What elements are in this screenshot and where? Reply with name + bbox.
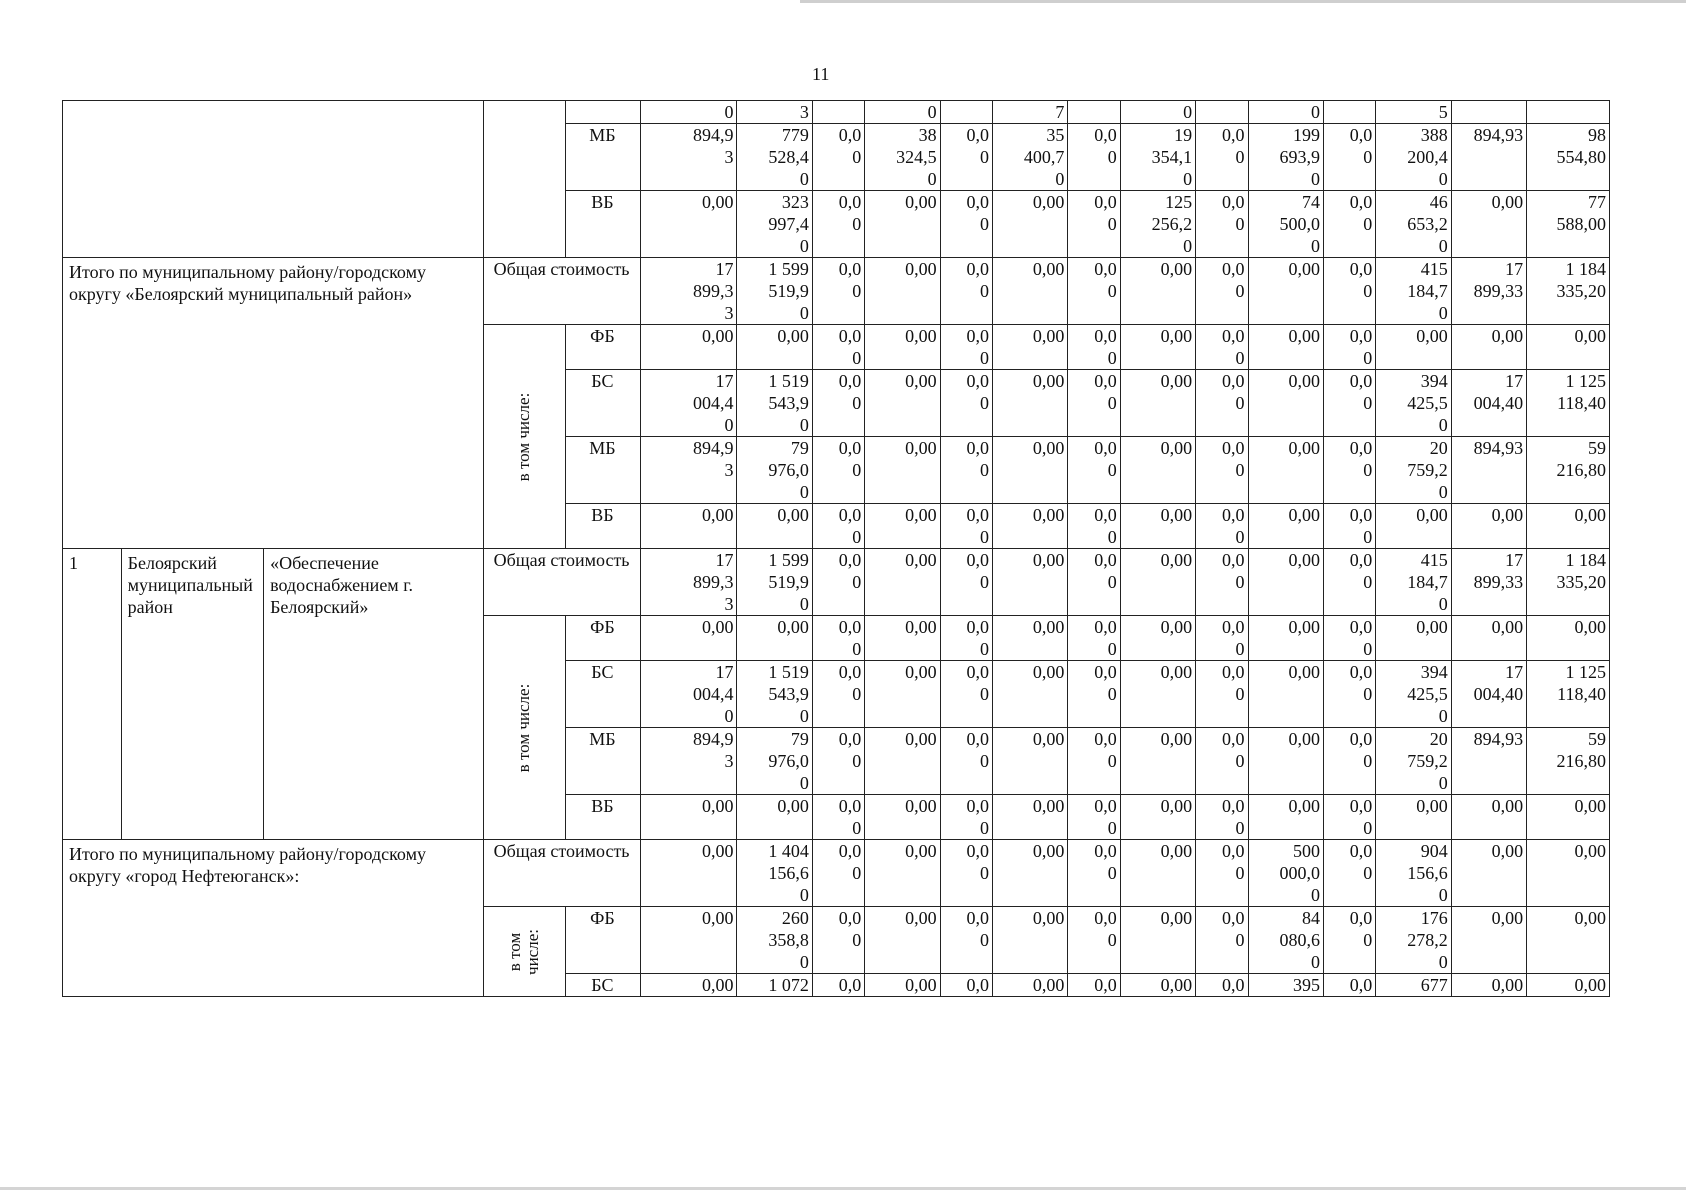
value-cell: 0,0 0 — [1068, 907, 1120, 974]
value-cell: 0,00 — [1451, 795, 1526, 840]
category-cell: ВБ — [565, 795, 640, 840]
value-cell: 176 278,2 0 — [1376, 907, 1451, 974]
category-cell: ВБ — [565, 191, 640, 258]
value-cell: 0,00 — [865, 840, 940, 907]
value-cell: 0,00 — [993, 370, 1068, 437]
value-cell: 0,00 — [1376, 795, 1451, 840]
value-cell: 1 184 335,20 — [1527, 258, 1610, 325]
value-cell: 0,00 — [993, 549, 1068, 616]
value-cell: 84 080,6 0 — [1248, 907, 1323, 974]
value-cell: 35 400,7 0 — [993, 124, 1068, 191]
scan-edge-top — [800, 0, 1686, 3]
value-cell: 0,0 0 — [940, 661, 992, 728]
category-cell: Общая стоимость — [484, 549, 641, 616]
value-cell: 77 588,00 — [1527, 191, 1610, 258]
value-cell: 0,0 0 — [1068, 616, 1120, 661]
value-cell: 20 759,2 0 — [1376, 728, 1451, 795]
value-cell: 0,00 — [1376, 616, 1451, 661]
value-cell: 894,9 3 — [641, 437, 737, 504]
value-cell: 0,00 — [1248, 258, 1323, 325]
value-cell: 0,0 0 — [940, 504, 992, 549]
v-tom-chisle-label: в том числе: — [505, 928, 543, 975]
value-cell: 394 425,5 0 — [1376, 661, 1451, 728]
table-row — [63, 840, 1610, 907]
value-cell: 0,0 0 — [812, 191, 864, 258]
object-number: 1 — [63, 549, 122, 840]
value-cell: 1 184 335,20 — [1527, 549, 1610, 616]
value-cell: 0,00 — [1527, 974, 1610, 997]
value-cell: 0,0 0 — [940, 549, 992, 616]
v-tom-chisle-label: в том числе: — [514, 392, 534, 481]
value-cell: 0,00 — [1527, 907, 1610, 974]
value-cell: 0,00 — [993, 616, 1068, 661]
value-cell: 79 976,0 0 — [737, 437, 812, 504]
continued-type-cell — [484, 101, 566, 258]
value-cell: 0,00 — [641, 616, 737, 661]
value-cell: 0,00 — [1527, 504, 1610, 549]
value-cell: 0,00 — [865, 974, 940, 997]
value-cell: 0,00 — [1248, 504, 1323, 549]
value-cell: 17 004,40 — [1451, 661, 1526, 728]
value-cell: 0,0 0 — [1196, 549, 1248, 616]
value-cell: 0,0 0 — [940, 840, 992, 907]
value-cell: 0,0 0 — [1068, 728, 1120, 795]
category-cell: ФБ — [565, 907, 640, 974]
value-cell: 0,0 0 — [812, 661, 864, 728]
value-cell: 38 324,5 0 — [865, 124, 940, 191]
value-cell: 1 072 — [737, 974, 812, 997]
value-cell: 0,00 — [1376, 325, 1451, 370]
value-cell: 0,00 — [641, 840, 737, 907]
value-cell: 0,00 — [1451, 616, 1526, 661]
value-cell: 0,00 — [641, 325, 737, 370]
value-cell: 0,0 0 — [1196, 258, 1248, 325]
value-cell: 0 — [1120, 101, 1195, 124]
value-cell: 0,0 0 — [1323, 191, 1375, 258]
value-cell: 0,0 0 — [812, 370, 864, 437]
value-cell: 0,0 0 — [812, 437, 864, 504]
value-cell: 0,00 — [1527, 840, 1610, 907]
object-name: «Обеспечение водоснабжением г. Белоярский» — [264, 549, 484, 840]
value-cell — [1196, 101, 1248, 124]
value-cell: 59 216,80 — [1527, 437, 1610, 504]
value-cell: 0 — [1248, 101, 1323, 124]
value-cell: 20 759,2 0 — [1376, 437, 1451, 504]
v-tom-chisle-cell — [484, 907, 566, 997]
value-cell: 0,0 0 — [1196, 325, 1248, 370]
value-cell: 677 — [1376, 974, 1451, 997]
value-cell: 394 425,5 0 — [1376, 370, 1451, 437]
value-cell: 0,0 0 — [1068, 124, 1120, 191]
value-cell: 98 554,80 — [1527, 124, 1610, 191]
value-cell: 0,00 — [1120, 795, 1195, 840]
value-cell: 0,0 0 — [940, 616, 992, 661]
value-cell: 0,0 0 — [812, 840, 864, 907]
value-cell — [1323, 101, 1375, 124]
value-cell: 0,0 0 — [1323, 370, 1375, 437]
value-cell: 0,00 — [865, 504, 940, 549]
value-cell: 0,0 0 — [1323, 258, 1375, 325]
value-cell: 894,9 3 — [641, 124, 737, 191]
value-cell: 0,0 — [812, 974, 864, 997]
value-cell — [1451, 101, 1526, 124]
value-cell: 0,0 0 — [940, 124, 992, 191]
value-cell: 0,00 — [865, 661, 940, 728]
value-cell: 74 500,0 0 — [1248, 191, 1323, 258]
value-cell: 0,00 — [993, 258, 1068, 325]
category-cell: ФБ — [565, 616, 640, 661]
value-cell: 0,0 0 — [812, 728, 864, 795]
value-cell: 0,00 — [1451, 504, 1526, 549]
category-cell: ВБ — [565, 504, 640, 549]
value-cell: 3 — [737, 101, 812, 124]
value-cell: 0,0 0 — [940, 795, 992, 840]
category-cell: Общая стоимость — [484, 840, 641, 907]
continued-label-cell — [63, 101, 484, 258]
value-cell: 0,0 0 — [1068, 504, 1120, 549]
financing-table — [62, 100, 1610, 997]
value-cell: 0,00 — [993, 504, 1068, 549]
value-cell: 894,93 — [1451, 728, 1526, 795]
value-cell: 0,00 — [1120, 974, 1195, 997]
value-cell: 415 184,7 0 — [1376, 258, 1451, 325]
value-cell: 0,0 0 — [812, 795, 864, 840]
value-cell: 904 156,6 0 — [1376, 840, 1451, 907]
value-cell: 0,00 — [1120, 370, 1195, 437]
value-cell: 0,0 0 — [1196, 191, 1248, 258]
category-cell: ФБ — [565, 325, 640, 370]
value-cell: 0,00 — [1451, 840, 1526, 907]
value-cell: 0,00 — [1248, 325, 1323, 370]
value-cell: 0,0 0 — [1323, 549, 1375, 616]
value-cell: 0,0 0 — [812, 124, 864, 191]
v-tom-chisle-label: в том числе: — [514, 683, 534, 772]
value-cell: 0,0 0 — [1323, 728, 1375, 795]
value-cell: 0 — [865, 101, 940, 124]
value-cell: 0,00 — [1120, 437, 1195, 504]
value-cell: 0,00 — [1248, 728, 1323, 795]
value-cell: 388 200,4 0 — [1376, 124, 1451, 191]
value-cell: 199 693,9 0 — [1248, 124, 1323, 191]
value-cell: 0,0 0 — [1196, 661, 1248, 728]
value-cell: 0,00 — [865, 616, 940, 661]
value-cell: 0,00 — [865, 325, 940, 370]
value-cell: 0,0 0 — [812, 258, 864, 325]
value-cell: 0,00 — [1120, 728, 1195, 795]
value-cell: 1 125 118,40 — [1527, 661, 1610, 728]
value-cell: 0,00 — [1376, 504, 1451, 549]
value-cell: 0,0 0 — [1323, 325, 1375, 370]
category-cell: МБ — [565, 124, 640, 191]
value-cell: 0,00 — [737, 616, 812, 661]
value-cell: 0,00 — [641, 504, 737, 549]
value-cell: 0,0 0 — [1068, 437, 1120, 504]
value-cell: 0,00 — [1451, 191, 1526, 258]
value-cell: 0,0 0 — [1196, 907, 1248, 974]
value-cell: 0,0 0 — [940, 437, 992, 504]
value-cell: 0,0 0 — [1196, 728, 1248, 795]
value-cell: 0,0 — [1196, 974, 1248, 997]
value-cell: 0,00 — [1120, 504, 1195, 549]
value-cell: 0,0 0 — [940, 728, 992, 795]
value-cell: 0,0 0 — [1068, 795, 1120, 840]
value-cell: 1 125 118,40 — [1527, 370, 1610, 437]
value-cell: 0,0 — [1068, 974, 1120, 997]
value-cell: 0,0 0 — [1068, 191, 1120, 258]
value-cell: 0,00 — [737, 795, 812, 840]
object-municipality: Белоярский муниципальный район — [121, 549, 263, 840]
value-cell: 0,00 — [993, 661, 1068, 728]
value-cell: 0,0 0 — [1323, 504, 1375, 549]
value-cell: 1 599 519,9 0 — [737, 258, 812, 325]
value-cell: 0,0 0 — [1323, 840, 1375, 907]
value-cell: 0,0 0 — [812, 907, 864, 974]
value-cell: 19 354,1 0 — [1120, 124, 1195, 191]
value-cell: 0,00 — [1248, 795, 1323, 840]
value-cell: 1 404 156,6 0 — [737, 840, 812, 907]
value-cell: 0,00 — [865, 728, 940, 795]
value-cell: 125 256,2 0 — [1120, 191, 1195, 258]
value-cell: 0,0 0 — [812, 325, 864, 370]
value-cell: 0,00 — [1527, 795, 1610, 840]
value-cell: 17 004,4 0 — [641, 661, 737, 728]
value-cell: 0,00 — [1120, 840, 1195, 907]
value-cell: 0,0 0 — [1068, 370, 1120, 437]
value-cell: 46 653,2 0 — [1376, 191, 1451, 258]
value-cell: 0,00 — [1451, 907, 1526, 974]
value-cell — [1527, 101, 1610, 124]
value-cell: 0,00 — [641, 974, 737, 997]
value-cell: 0 — [641, 101, 737, 124]
value-cell: 0,00 — [1120, 258, 1195, 325]
value-cell: 0,00 — [1120, 907, 1195, 974]
value-cell: 0,0 0 — [1196, 840, 1248, 907]
scan-edge-bottom — [0, 1187, 1686, 1190]
value-cell: 17 004,40 — [1451, 370, 1526, 437]
value-cell: 0,00 — [993, 974, 1068, 997]
category-cell: Общая стоимость — [484, 258, 641, 325]
value-cell: 0,0 0 — [1068, 661, 1120, 728]
value-cell: 0,0 0 — [1196, 504, 1248, 549]
value-cell: 0,00 — [993, 907, 1068, 974]
section-total-belоyarsky: Итого по муниципальному району/городскому округу «Белоярский муниципальный район» — [63, 258, 484, 549]
value-cell: 0,0 0 — [1196, 370, 1248, 437]
value-cell: 17 899,3 3 — [641, 258, 737, 325]
category-cell: БС — [565, 661, 640, 728]
value-cell: 1 519 543,9 0 — [737, 661, 812, 728]
table-row — [63, 101, 1610, 124]
value-cell: 0,0 0 — [940, 325, 992, 370]
v-tom-chisle-cell — [484, 616, 566, 840]
value-cell: 0,0 0 — [1068, 840, 1120, 907]
value-cell: 0,00 — [737, 504, 812, 549]
value-cell: 500 000,0 0 — [1248, 840, 1323, 907]
value-cell: 0,0 — [1323, 974, 1375, 997]
value-cell — [940, 101, 992, 124]
value-cell — [812, 101, 864, 124]
value-cell: 0,0 0 — [1196, 124, 1248, 191]
value-cell: 0,00 — [1248, 616, 1323, 661]
value-cell: 0,00 — [865, 907, 940, 974]
value-cell: 0,0 0 — [1068, 549, 1120, 616]
value-cell: 0,0 — [940, 974, 992, 997]
value-cell: 415 184,7 0 — [1376, 549, 1451, 616]
value-cell: 0,00 — [1451, 325, 1526, 370]
value-cell: 395 — [1248, 974, 1323, 997]
value-cell: 0,00 — [993, 840, 1068, 907]
value-cell: 0,00 — [865, 549, 940, 616]
value-cell: 0,00 — [1248, 370, 1323, 437]
value-cell: 0,00 — [1120, 549, 1195, 616]
value-cell: 323 997,4 0 — [737, 191, 812, 258]
value-cell: 0,0 0 — [1068, 258, 1120, 325]
value-cell: 0,00 — [641, 907, 737, 974]
value-cell: 0,0 0 — [940, 907, 992, 974]
value-cell: 0,0 0 — [1323, 795, 1375, 840]
value-cell: 5 — [1376, 101, 1451, 124]
value-cell: 17 899,3 3 — [641, 549, 737, 616]
value-cell: 0,0 0 — [1323, 124, 1375, 191]
table-row — [63, 258, 1610, 325]
value-cell: 59 216,80 — [1527, 728, 1610, 795]
value-cell: 0,00 — [1451, 974, 1526, 997]
value-cell: 0,0 0 — [1323, 661, 1375, 728]
value-cell: 0,00 — [1527, 325, 1610, 370]
value-cell: 894,93 — [1451, 437, 1526, 504]
value-cell: 0,0 0 — [1323, 437, 1375, 504]
value-cell: 0,00 — [993, 437, 1068, 504]
value-cell: 0,00 — [1248, 437, 1323, 504]
value-cell: 894,93 — [1451, 124, 1526, 191]
category-cell: МБ — [565, 437, 640, 504]
value-cell: 0,00 — [993, 728, 1068, 795]
value-cell: 0,00 — [865, 258, 940, 325]
category-cell: МБ — [565, 728, 640, 795]
value-cell: 0,0 0 — [812, 549, 864, 616]
value-cell: 0,0 0 — [1323, 907, 1375, 974]
value-cell: 0,00 — [641, 191, 737, 258]
value-cell: 0,0 0 — [940, 370, 992, 437]
value-cell: 1 599 519,9 0 — [737, 549, 812, 616]
value-cell: 1 519 543,9 0 — [737, 370, 812, 437]
value-cell: 17 899,33 — [1451, 258, 1526, 325]
value-cell: 0,00 — [993, 325, 1068, 370]
value-cell: 0,0 0 — [1196, 795, 1248, 840]
value-cell: 0,00 — [1527, 616, 1610, 661]
value-cell: 0,00 — [865, 795, 940, 840]
value-cell: 0,00 — [993, 191, 1068, 258]
value-cell: 0,0 0 — [1068, 325, 1120, 370]
value-cell: 79 976,0 0 — [737, 728, 812, 795]
value-cell: 0,00 — [865, 191, 940, 258]
value-cell: 894,9 3 — [641, 728, 737, 795]
value-cell: 0,00 — [1120, 661, 1195, 728]
value-cell: 0,0 0 — [940, 191, 992, 258]
value-cell: 0,00 — [865, 437, 940, 504]
value-cell: 0,00 — [1120, 325, 1195, 370]
value-cell: 17 004,4 0 — [641, 370, 737, 437]
value-cell: 0,0 0 — [812, 504, 864, 549]
v-tom-chisle-cell — [484, 325, 566, 549]
value-cell: 0,00 — [641, 795, 737, 840]
category-cell — [565, 101, 640, 124]
category-cell: БС — [565, 974, 640, 997]
value-cell: 0,00 — [737, 325, 812, 370]
value-cell: 0,0 0 — [1323, 616, 1375, 661]
value-cell: 260 358,8 0 — [737, 907, 812, 974]
value-cell: 0,00 — [1248, 549, 1323, 616]
value-cell: 0,00 — [993, 795, 1068, 840]
value-cell: 7 — [993, 101, 1068, 124]
value-cell: 779 528,4 0 — [737, 124, 812, 191]
category-cell: БС — [565, 370, 640, 437]
value-cell: 17 899,33 — [1451, 549, 1526, 616]
section-total-nefteyugansk: Итого по муниципальному району/городскому округу «город Нефтеюганск»: — [63, 840, 484, 997]
value-cell: 0,0 0 — [1196, 437, 1248, 504]
table-row — [63, 549, 1610, 616]
value-cell: 0,0 0 — [940, 258, 992, 325]
value-cell — [1068, 101, 1120, 124]
value-cell: 0,00 — [1248, 661, 1323, 728]
value-cell: 0,0 0 — [1196, 616, 1248, 661]
page-number: 11 — [812, 64, 830, 84]
value-cell: 0,0 0 — [812, 616, 864, 661]
value-cell: 0,00 — [1120, 616, 1195, 661]
value-cell: 0,00 — [865, 370, 940, 437]
